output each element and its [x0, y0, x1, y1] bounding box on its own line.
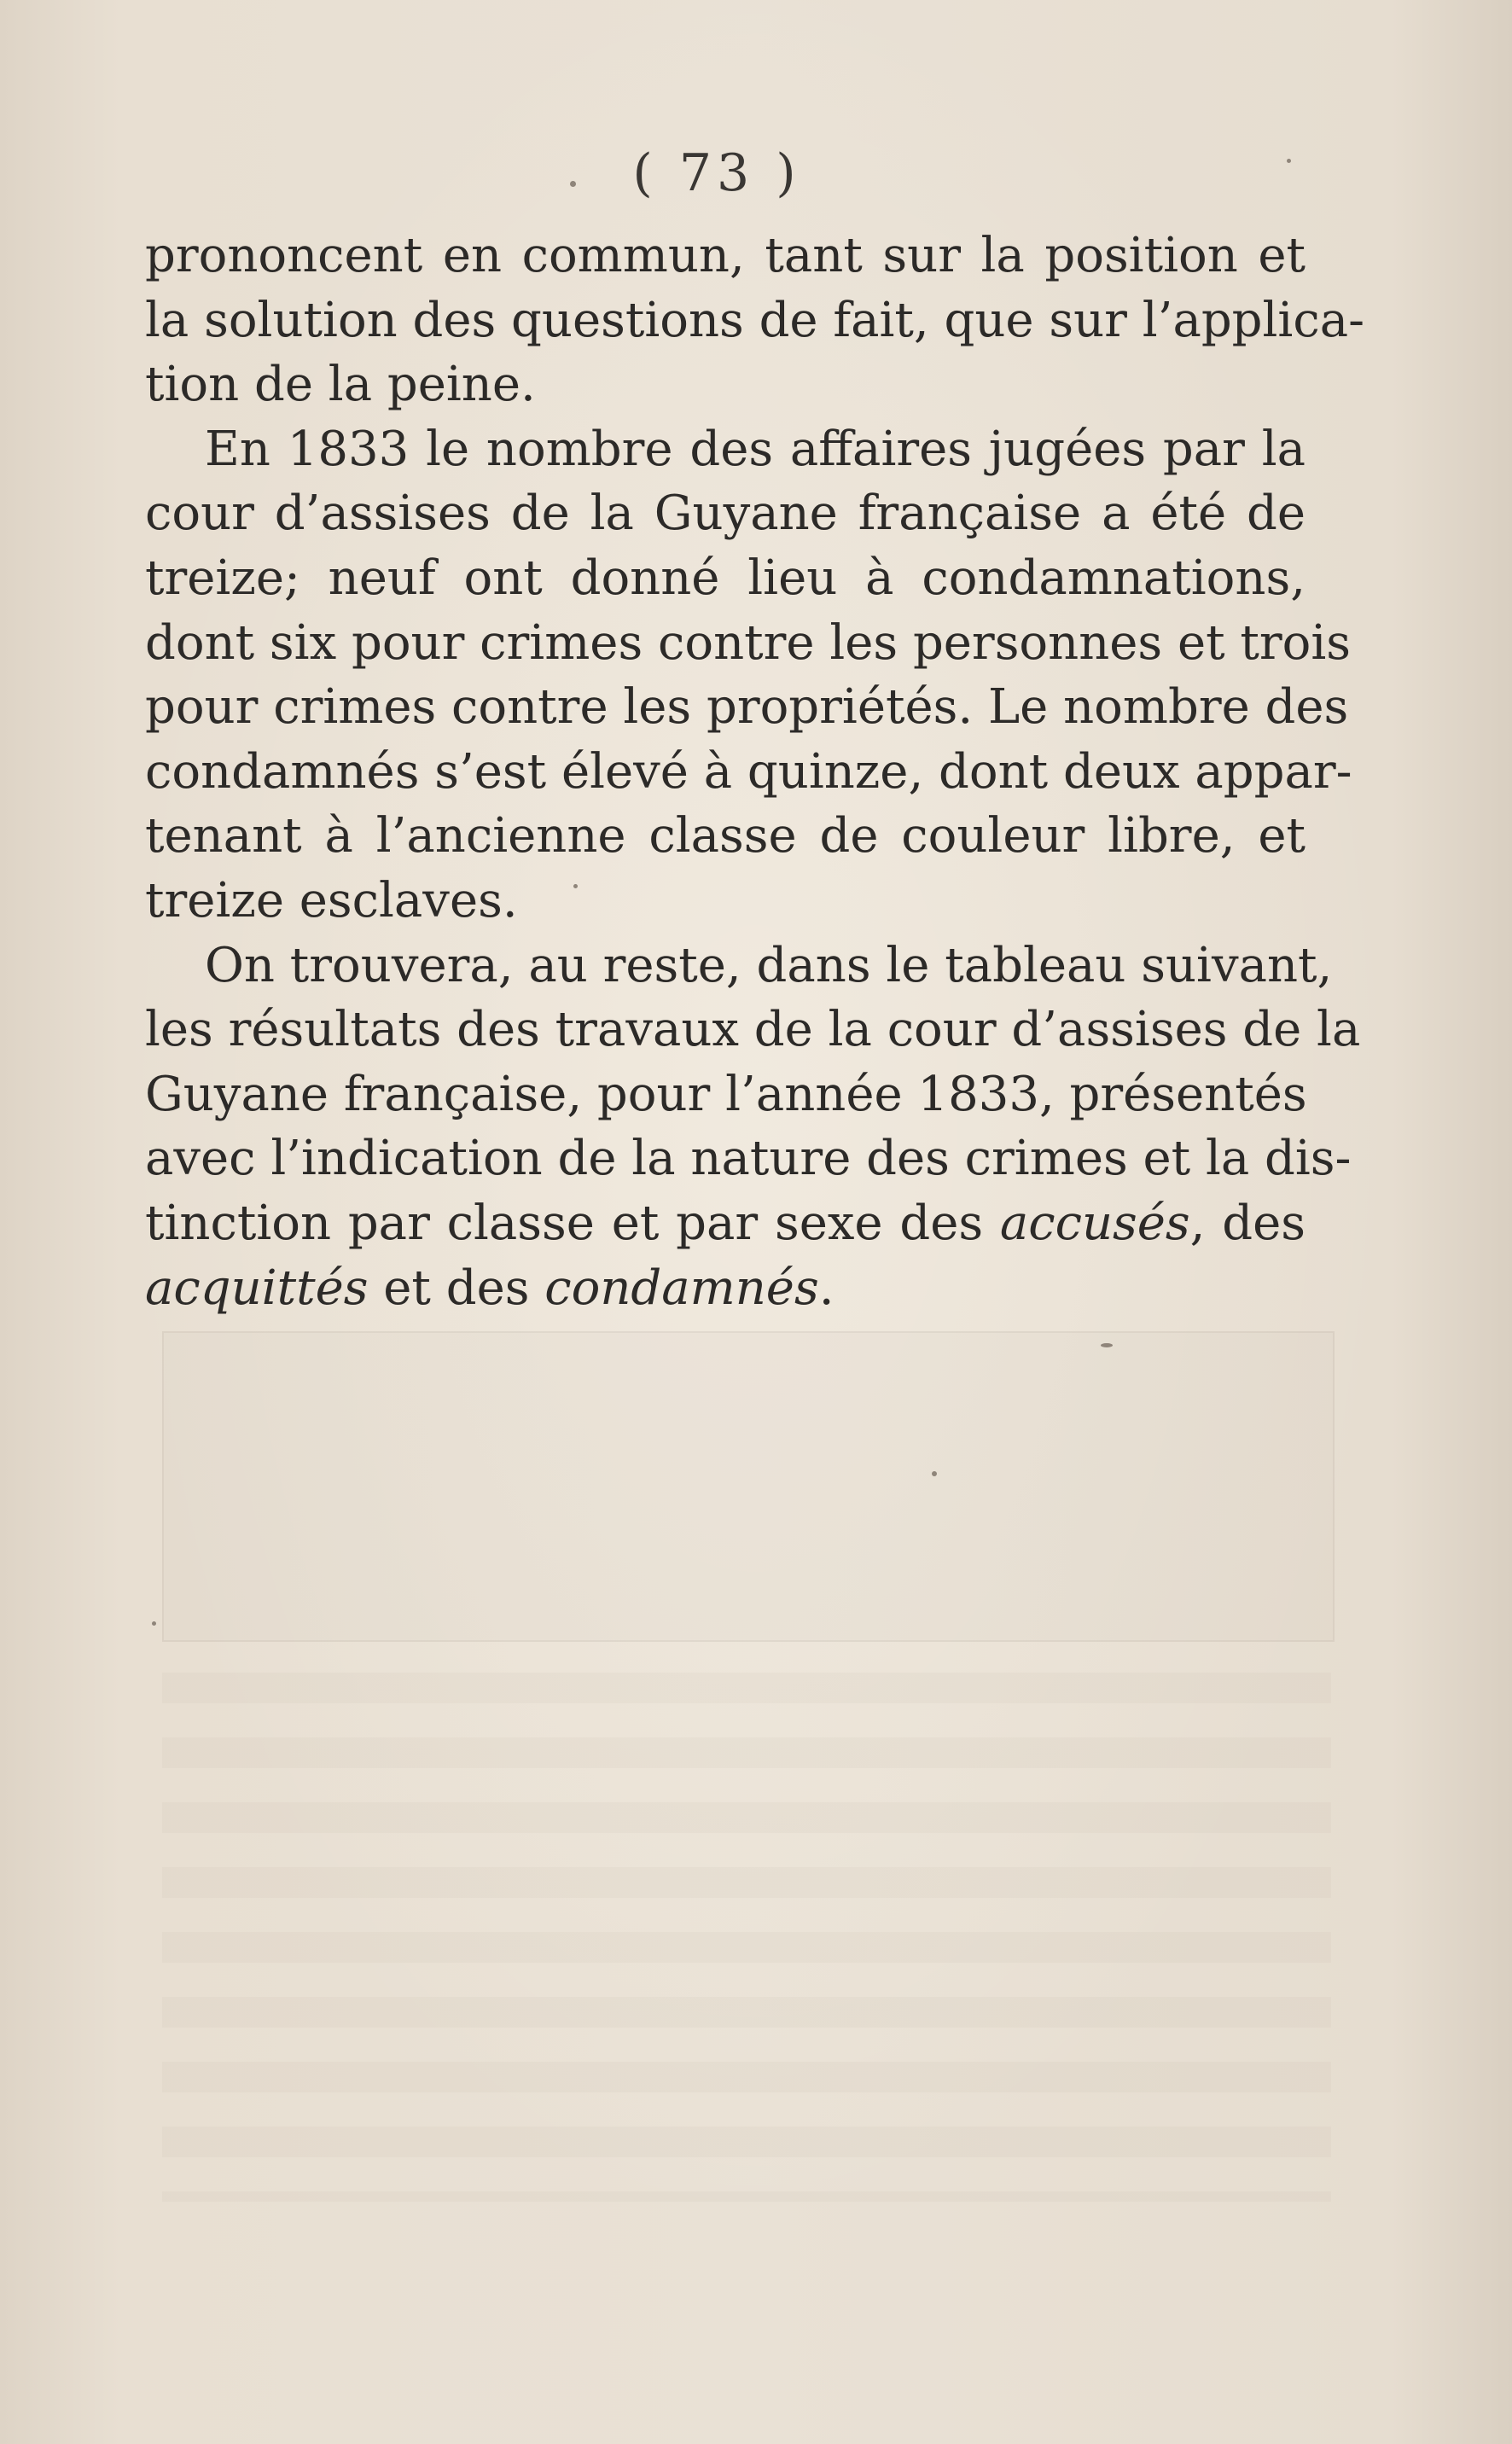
text-line: [145, 1191, 1306, 1256]
text-line: les résultats des travaux de la cour d’assises de la: [145, 1002, 1361, 1058]
text-line: treize; neuf ont donné lieu à condamnations,: [145, 550, 1306, 606]
text-line: tenant à l’ancienne classe de couleur libre, et: [145, 808, 1306, 864]
text-line: cour d’assises de la Guyane française a été de: [145, 486, 1306, 542]
show-through-text: [162, 1673, 1331, 2202]
body-text: [145, 224, 1365, 1320]
paper-speck: [570, 181, 576, 187]
text-line: prononcent en commun, tant sur la position et: [145, 228, 1306, 283]
text-segment: .: [818, 1260, 835, 1316]
text-line: treize esclaves.: [145, 872, 518, 928]
text-line: En 1833 le nombre des affaires jugées par la: [205, 421, 1306, 477]
text-line: tion de la peine.: [145, 357, 536, 413]
text-line: [145, 1256, 1306, 1321]
paper-speck: [932, 1471, 937, 1476]
text-line: la solution des questions de fait, que sur l’applica-: [145, 292, 1365, 348]
text-line: dont six pour crimes contre les personnes et trois: [145, 614, 1352, 671]
text-segment: et des: [368, 1260, 545, 1316]
text-line: avec l’indication de la nature des crimes et la dis-: [145, 1131, 1352, 1187]
show-through-table: [162, 1331, 1335, 1642]
paper-speck: [1287, 159, 1291, 163]
paragraph-2: [145, 417, 1352, 934]
text-line: condamnés s’est élevé à quinze, dont deux appar-: [145, 743, 1352, 800]
paragraph-3: [145, 934, 1361, 1321]
text-line: Guyane française, pour l’année 1833, présentés: [145, 1066, 1307, 1122]
paragraph-1: [145, 224, 1365, 417]
italic-term-condamnes: condamnés: [544, 1260, 819, 1316]
text-segment: , des: [1189, 1195, 1306, 1251]
italic-term-acquittes: acquittés: [145, 1260, 369, 1316]
text-line: On trouvera, au reste, dans le tableau suivant,: [205, 937, 1333, 993]
italic-term-accuses: accusés: [999, 1195, 1190, 1251]
text-line: pour crimes contre les propriétés. Le nombre des: [145, 679, 1349, 736]
paper-speck: [1101, 1343, 1113, 1347]
page-number: ( 73 ): [632, 143, 801, 203]
paper-speck: [152, 1621, 156, 1626]
text-segment: tinction par classe et par sexe des: [145, 1195, 1000, 1251]
